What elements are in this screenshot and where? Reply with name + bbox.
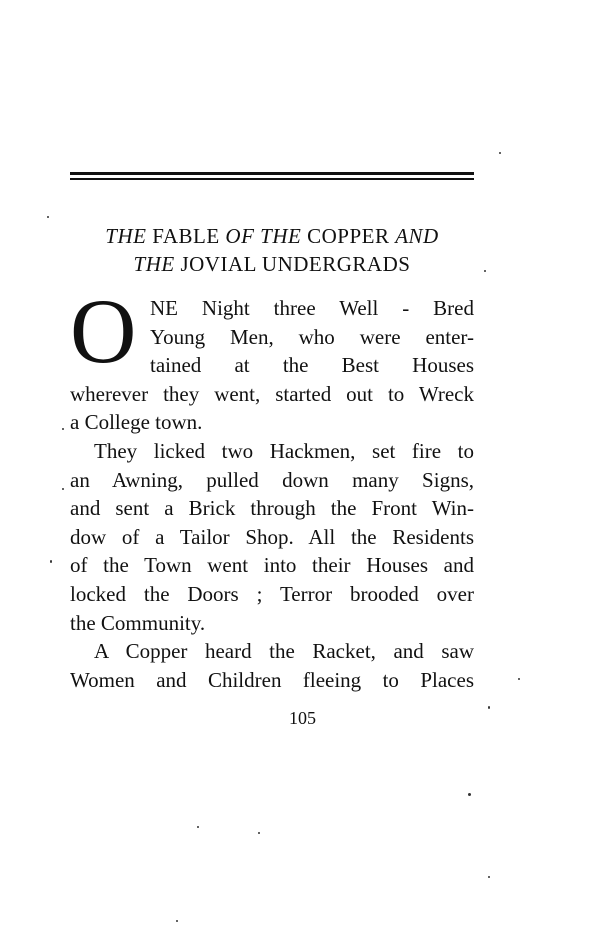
page-number: 105 (289, 708, 316, 728)
text-line: tained at the Best Houses (150, 353, 474, 378)
text-line: Women and Children fleeing to Places (70, 667, 474, 692)
title-word: FABLE (146, 224, 226, 248)
text-line: They licked two Hackmen, set fire to (94, 438, 474, 463)
scan-speck (518, 678, 520, 680)
scan-speck (197, 826, 199, 828)
text-line: wherever they went, started out to Wreck (70, 381, 474, 406)
title-line-1 (70, 222, 474, 250)
title-word: AND (395, 224, 439, 248)
text-line: and sent a Brick through the Front Win- (70, 496, 474, 521)
text-line: an Awning, pulled down many Signs, (70, 467, 474, 492)
text-line: NE Night three Well - Bred (150, 296, 474, 320)
scan-speck (50, 560, 52, 563)
scan-speck (258, 832, 260, 834)
text-line: the Community. (70, 610, 206, 635)
scan-speck (488, 706, 490, 709)
third-paragraph (70, 637, 474, 694)
scan-speck (176, 920, 178, 922)
scan-speck (488, 876, 490, 878)
title-word: THE (133, 252, 175, 276)
scan-speck (62, 428, 64, 430)
scan-speck (499, 152, 501, 154)
scan-speck (484, 270, 486, 272)
scan-speck (47, 216, 49, 218)
scan-speck (62, 488, 64, 490)
title-word: JOVIAL UNDERGRADS (174, 252, 411, 276)
title-word: OF THE (225, 224, 302, 248)
scan-speck (468, 793, 471, 796)
text-line: locked the Doors ; Terror brooded over (70, 581, 474, 606)
text-line: of the Town went into their Houses and (70, 553, 474, 578)
drop-cap: O (70, 280, 137, 382)
fable-body (70, 280, 474, 694)
text-line: A Copper heard the Racket, and saw (94, 639, 474, 664)
title-line-2 (70, 250, 474, 278)
header-rule-thick (70, 172, 474, 175)
second-paragraph (70, 437, 474, 637)
header-rule-thin (70, 178, 474, 180)
text-line: Young Men, who were enter- (150, 324, 474, 349)
text-line: a College town. (70, 410, 203, 435)
title-word: THE (105, 224, 147, 248)
title-word: COPPER (301, 224, 396, 248)
opening-paragraph (70, 280, 474, 437)
fable-title (70, 222, 474, 278)
text-line: dow of a Tailor Shop. All the Residents (70, 524, 474, 549)
